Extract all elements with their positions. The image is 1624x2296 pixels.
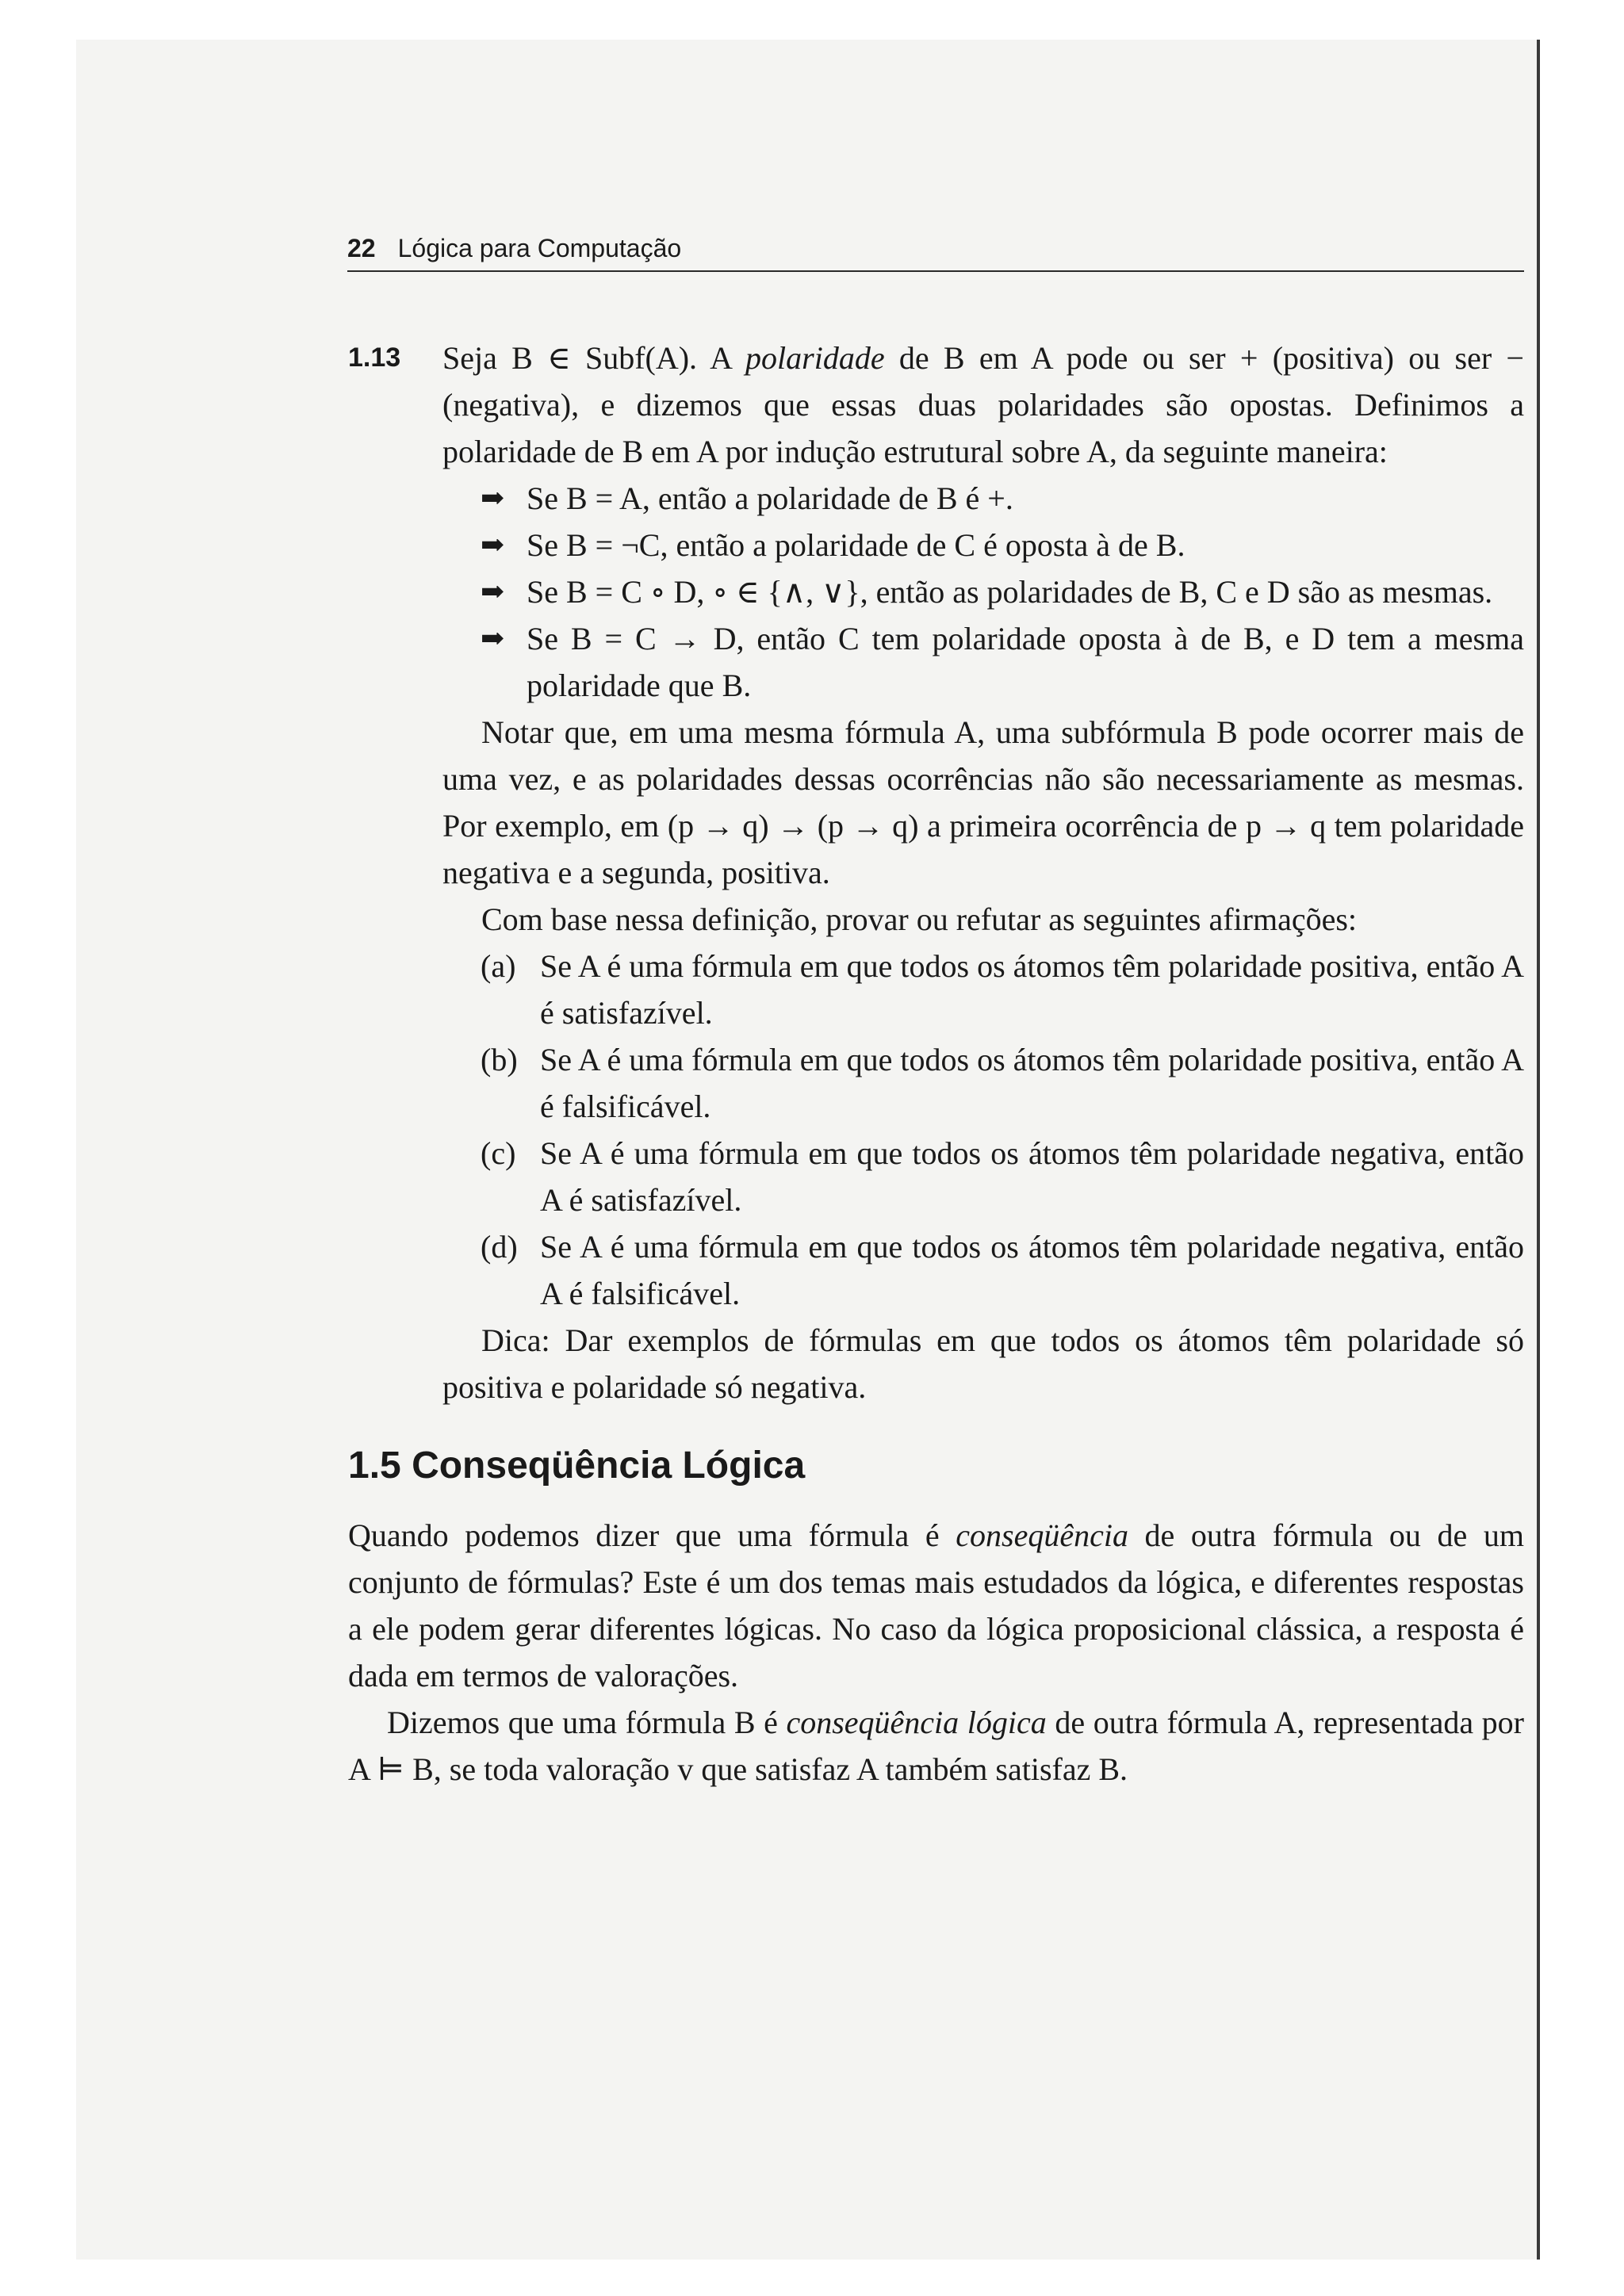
right-arrow-icon: ➡ <box>481 529 505 561</box>
exercise-intro: Seja B ∈ Subf(A). A polaridade de B em A pode ou ser + (positiva) ou ser − (negativa), e dizemos que essas duas polaridades são opostas. Definimos a polaridade de B em A por indução estrutural sobre A, da seguinte maneira: <box>442 340 1524 469</box>
section-paragraph-2: Dizemos que uma fórmula B é conseqüência lógica de outra fórmula A, representada por A ⊨ B, se toda valoração v que satisfaz A também satisfaz B. <box>348 1705 1524 1787</box>
exercise-number: 1.13 <box>348 342 401 373</box>
polarity-rules-list <box>442 475 1524 709</box>
rule-item: ➡ Se B = C → D, então C tem polaridade oposta à de B, e D tem a mesma polaridade que B. <box>442 615 1524 709</box>
claim-label: (a) <box>481 948 516 984</box>
page-content <box>348 335 1524 1793</box>
rule-item: ➡ Se B = C ∘ D, ∘ ∈ {∧, ∨}, então as polaridades de B, C e D são as mesmas. <box>442 568 1524 615</box>
claims-list <box>442 943 1524 1317</box>
rule-item: ➡ Se B = ¬C, então a polaridade de C é oposta à de B. <box>442 522 1524 568</box>
term-consequencia: conseqüência <box>956 1517 1128 1553</box>
exercise-task: Com base nessa definição, provar ou refutar as seguintes afirmações: <box>481 901 1358 937</box>
book-title: Lógica para Computação <box>397 234 682 262</box>
claim-item: (a) Se A é uma fórmula em que todos os átomos têm polaridade positiva, então A é satisfazível. <box>442 943 1524 1036</box>
page-number: 22 <box>347 234 376 262</box>
right-arrow-icon: ➡ <box>481 482 505 514</box>
book-page <box>76 40 1537 2260</box>
right-arrow-icon: ➡ <box>481 576 505 607</box>
term-polaridade: polaridade <box>745 340 885 376</box>
claim-label: (b) <box>481 1042 518 1077</box>
section-heading: 1.5 Conseqüência Lógica <box>348 1445 806 1487</box>
rule-item: ➡ Se B = A, então a polaridade de B é +. <box>442 475 1524 522</box>
claim-item: (b) Se A é uma fórmula em que todos os átomos têm polaridade positiva, então A é falsificável. <box>442 1036 1524 1130</box>
term-consequencia-logica: conseqüência lógica <box>786 1705 1047 1740</box>
claim-label: (c) <box>481 1135 516 1171</box>
claim-label: (d) <box>481 1229 518 1265</box>
claim-item: (d) Se A é uma fórmula em que todos os átomos têm polaridade negativa, então A é falsificável. <box>442 1223 1524 1317</box>
running-header <box>347 232 1524 272</box>
claim-item: (c) Se A é uma fórmula em que todos os átomos têm polaridade negativa, então A é satisfazível. <box>442 1130 1524 1223</box>
exercise-1-13 <box>348 335 1524 1410</box>
section-paragraph-1: Quando podemos dizer que uma fórmula é conseqüência de outra fórmula ou de um conjunto de fórmulas? Este é um dos temas mais estudados da lógica, e diferentes respostas a ele podem gerar diferentes lógicas. No caso da lógica proposicional clássica, a resposta é dada em termos de valorações. <box>348 1517 1525 1693</box>
exercise-note: Notar que, em uma mesma fórmula A, uma subfórmula B pode ocorrer mais de uma vez, e as polaridades dessas ocorrências não são necessariamente as mesmas. Por exemplo, em (p → q) → (p → q) a primeira ocorrência de p → q tem polaridade negativa e a segunda, positiva. <box>442 714 1524 890</box>
exercise-hint: Dica: Dar exemplos de fórmulas em que todos os átomos têm polaridade só positiva e polaridade só negativa. <box>442 1322 1524 1405</box>
right-arrow-icon: ➡ <box>481 622 505 654</box>
